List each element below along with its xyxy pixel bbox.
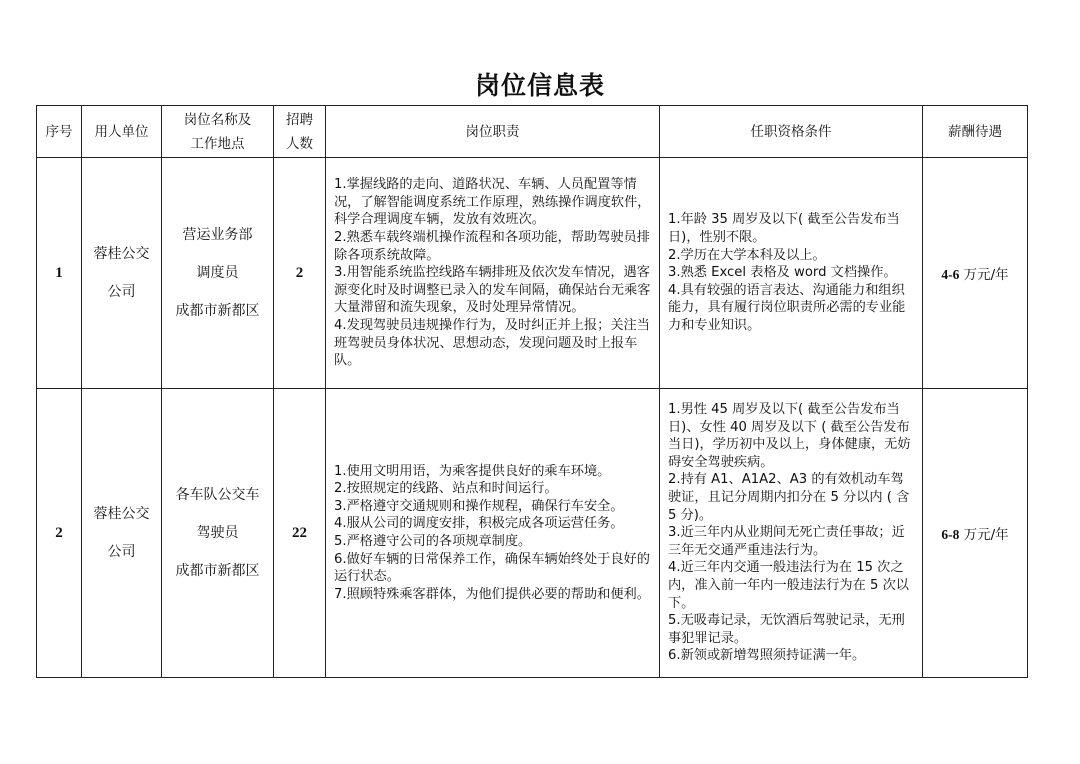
position-cell [162, 158, 274, 389]
position-title: 驾驶员 [196, 525, 239, 541]
seq-cell: 1 [37, 158, 82, 389]
duty-item: 4.发现驾驶员违规操作行为，及时纠正并上报；关注当班驾驶员身体状况、思想动态，发现问题及时上报车队。 [334, 317, 650, 369]
header-duties: 岗位职责 [326, 106, 660, 158]
employer-line1: 蓉桂公交 [93, 506, 150, 522]
duty-item: 2.熟悉车载终端机操作流程和各项功能，帮助驾驶员排除各项系统故障。 [334, 230, 650, 263]
salary-cell [923, 389, 1028, 678]
header-salary: 薪酬待遇 [923, 106, 1028, 158]
requirement-item: 1.男性 45 周岁及以下( 截至公告发布当日)、女性 40 周岁及以下 ( 截至公告发布当日)，学历初中及以上，身体健康，无妨碍安全驾驶疾病。 [668, 402, 911, 470]
duty-item: 2.按照规定的线路、站点和时间运行。 [334, 481, 558, 497]
employer-line2: 公司 [107, 284, 136, 300]
duty-item: 1.使用文明用语，为乘客提供良好的乘车环境。 [334, 463, 611, 479]
duties-cell [326, 389, 660, 678]
header-position-line2: 工作地点 [190, 135, 245, 152]
position-location: 成都市新都区 [175, 303, 260, 319]
requirement-item: 4.具有较强的语言表达、沟通能力和组织能力，具有履行岗位职责所必需的专业能力和专业知识。 [668, 282, 906, 333]
employer-line1: 蓉桂公交 [93, 246, 150, 262]
duty-item: 4.服从公司的调度安排，积极完成各项运营任务。 [334, 516, 624, 532]
requirement-item: 2.持有 A1、A1A2、A3 的有效机动车驾驶证，且记分周期内扣分在 5 分以内 ( 含 5 分)。 [668, 472, 910, 523]
requirements-cell [660, 389, 923, 678]
employer-cell [82, 158, 162, 389]
requirement-item: 3.熟悉 Excel 表格及 word 文档操作。 [668, 265, 897, 281]
table-row [37, 389, 1028, 678]
duty-item: 3.严格遵守交通规则和操作规程，确保行车安全。 [334, 498, 624, 514]
position-dept: 营运业务部 [182, 227, 253, 243]
position-dept: 各车队公交车 [175, 487, 260, 503]
position-title: 调度员 [196, 265, 239, 281]
header-requirements: 任职资格条件 [660, 106, 923, 158]
salary-unit: 万元/年 [959, 267, 1009, 283]
header-count-line2: 人数 [286, 135, 313, 152]
duty-item: 5.严格遵守公司的各项规章制度。 [334, 534, 532, 549]
job-info-table [36, 105, 1028, 678]
header-count-line1: 招聘 [286, 111, 313, 128]
requirement-item: 5.无吸毒记录，无饮酒后驾驶记录，无刑事犯罪记录。 [668, 613, 905, 646]
requirements-cell [660, 158, 923, 389]
duties-cell [326, 158, 660, 389]
requirement-item: 6.新领或新增驾照须持证满一年。 [668, 648, 866, 664]
requirement-item: 4.近三年内交通一般违法行为在 15 次之内，准入前一年内一般违法行为在 5 次以下。 [668, 560, 909, 611]
position-cell [162, 389, 274, 678]
duty-item: 3.用智能系统监控线路车辆排班及依次发车情况，遇客源变化时及时调整已录入的发车间隔，确保站台无乘客大量滞留和流失现象，及时处理异常情况。 [334, 265, 651, 316]
employer-line2: 公司 [107, 544, 136, 560]
header-position-line1: 岗位名称及 [183, 111, 252, 128]
header-row [37, 106, 1028, 158]
employer-cell [82, 389, 162, 678]
requirement-item: 3.近三年内从业期间无死亡责任事故；近三年无交通严重违法行为。 [668, 525, 905, 558]
table-row [37, 158, 1028, 389]
duty-item: 6.做好车辆的日常保养工作，确保车辆始终处于良好的运行状态。 [334, 551, 650, 585]
duty-item: 7.照顾特殊乘客群体，为他们提供必要的帮助和便利。 [334, 586, 650, 602]
header-employer: 用人单位 [82, 106, 162, 158]
salary-unit: 万元/年 [959, 527, 1009, 543]
duty-item: 1.掌握线路的走向、道路状况、车辆、人员配置等情况，了解智能调度系统工作原理，熟练操作调度软件，科学合理调度车辆，发放有效班次。 [334, 177, 651, 228]
salary-cell [923, 158, 1028, 389]
salary-range: 6-8 [941, 527, 960, 542]
count-cell: 2 [274, 158, 326, 389]
count-cell: 22 [274, 389, 326, 678]
seq-cell: 2 [37, 389, 82, 678]
header-count [274, 106, 326, 158]
header-position [162, 106, 274, 158]
header-seq: 序号 [37, 106, 82, 158]
requirement-item: 1.年龄 35 周岁及以下( 截至公告发布当日)，性别不限。 [668, 212, 900, 246]
position-location: 成都市新都区 [175, 563, 260, 579]
page-title: 岗位信息表 [474, 71, 605, 100]
salary-range: 4-6 [941, 267, 960, 282]
requirement-item: 2.学历在大学本科及以上。 [668, 247, 826, 263]
